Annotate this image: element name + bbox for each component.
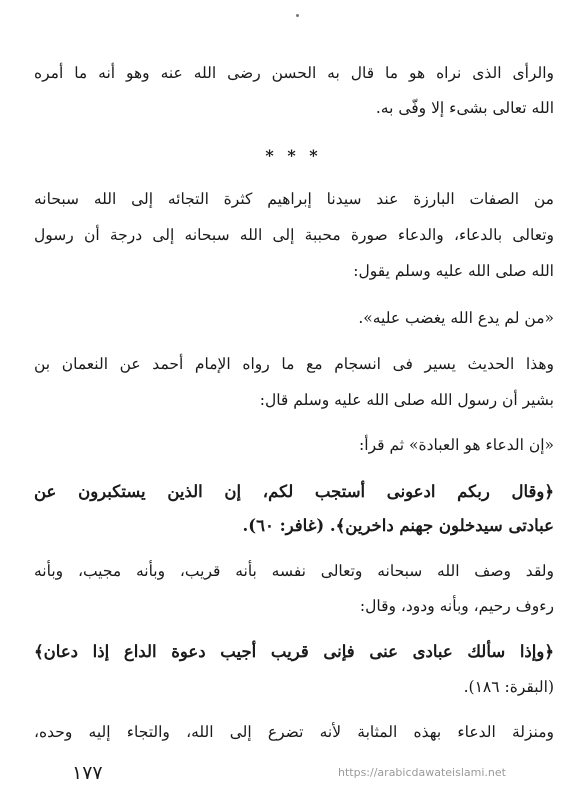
quran-verse: عبادتى سيدخلون جهنم داخرين﴾. (غافر: ٦٠). [242,516,554,535]
text-line: رءوف رحيم، وبأنه ودود، وقال: [359,597,554,615]
scan-speck [296,14,299,17]
text-line: الله صلى الله عليه وسلم يقول: [353,262,554,280]
quran-verse: ﴿وإذا سألك عبادى عنى فإنى قريب أجيب دعوة الداع إذا دعان﴾ [34,642,554,661]
text-line: من الصفات البارزة عند سيدنا إبراهيم كثرة التجائه إلى الله سبحانه [34,190,554,208]
verse-reference: (البقرة: ١٨٦). [463,678,554,696]
text-line: الله تعالى بشىء إلا وفّى به. [375,99,554,117]
section-separator: * * * [265,146,322,165]
text-line: وهذا الحديث يسير فى انسجام مع ما رواه الإمام أحمد عن النعمان بن [34,355,554,373]
page-number: ١٧٧ [72,762,103,784]
watermark-url: https://arabicdawateislami.net [338,766,506,779]
hadith-quote: «من لم يدع الله يغضب عليه». [358,309,554,327]
text-line: ومنزلة الدعاء بهذه المثابة لأنه تضرع إلى الله، والتجاء إليه وحده، [34,723,554,741]
text-line: والرأى الذى نراه هو ما قال به الحسن رضى الله عنه وهو أنه ما أمره [34,64,554,82]
quran-verse: ﴿وقال ربكم ادعونى أستجب لكم، إن الذين يستكبرون عن [34,482,554,501]
text-line: وتعالى بالدعاء، والدعاء صورة محببة إلى الله سبحانه إلى درجة أن رسول [34,226,554,244]
text-line: ولقد وصف الله سبحانه وتعالى نفسه بأنه قريب، وبأنه مجيب، وبأنه [34,562,554,580]
text-line: بشير أن رسول الله صلى الله عليه وسلم قال: [259,391,554,409]
hadith-quote: «إن الدعاء هو العبادة» ثم قرأ: [359,436,554,454]
